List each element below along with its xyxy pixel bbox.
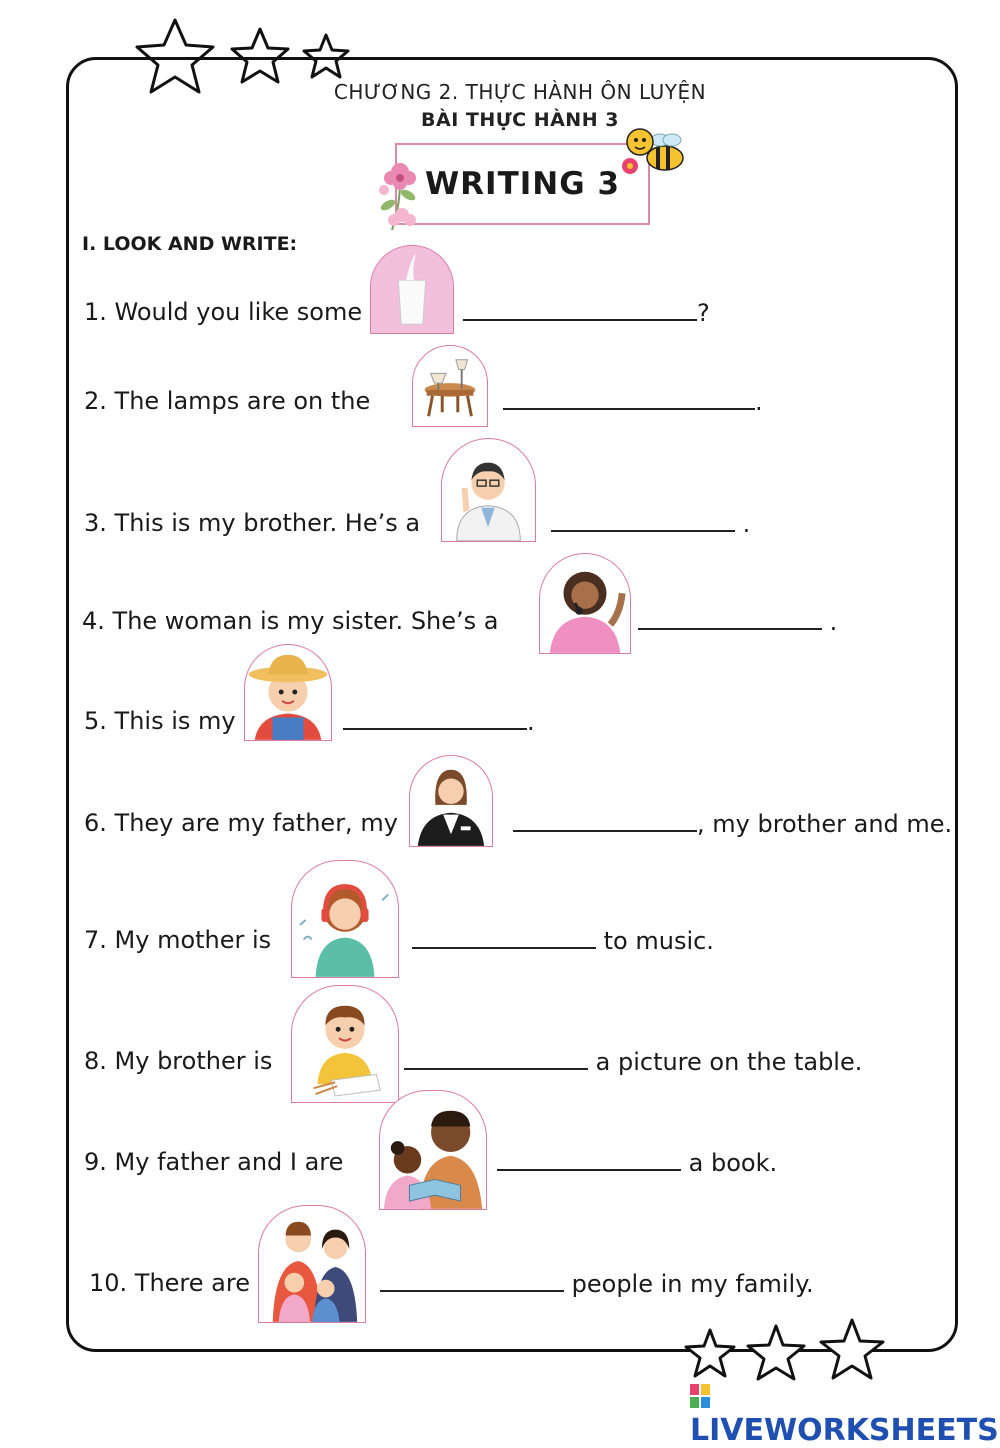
exercise-9 xyxy=(84,1147,343,1177)
exercise-5 xyxy=(84,706,236,736)
exercise-2-prompt: 2. The lamps are on the xyxy=(84,387,371,415)
picture-family xyxy=(258,1205,366,1323)
singer-icon xyxy=(540,554,630,653)
exercise-5-answer: . xyxy=(343,706,535,737)
exercise-10 xyxy=(89,1268,250,1298)
family-icon xyxy=(259,1206,365,1322)
answer-blank-2[interactable] xyxy=(503,386,755,410)
answer-blank-5[interactable] xyxy=(343,706,527,730)
exercise-3-answer: . xyxy=(551,508,750,539)
exercise-5-prompt: 5. This is my xyxy=(84,707,236,735)
section-heading: I. LOOK AND WRITE: xyxy=(82,233,298,255)
businesswoman-icon xyxy=(410,756,492,846)
picture-drawing xyxy=(291,985,399,1103)
answer-blank-7[interactable] xyxy=(412,925,596,949)
picture-reading xyxy=(379,1090,487,1210)
exercise-10-answer: people in my family. xyxy=(380,1268,814,1299)
answer-blank-6[interactable] xyxy=(513,808,697,832)
picture-milk xyxy=(370,245,454,334)
exercise-1 xyxy=(84,297,362,327)
bee-icon xyxy=(610,118,688,190)
exercise-1-prompt: 1. Would you like some xyxy=(84,298,363,326)
flower-decoration-icon xyxy=(372,150,444,235)
exercise-10-prompt: 10. There are xyxy=(89,1269,250,1297)
milk-glass-icon xyxy=(371,246,453,333)
farmer-boy-icon xyxy=(245,645,331,740)
picture-doctor xyxy=(441,438,536,542)
answer-blank-1[interactable] xyxy=(463,297,697,321)
exercise-4 xyxy=(82,606,499,636)
doctor-icon xyxy=(442,439,535,541)
woman-headphones-icon xyxy=(292,861,398,977)
picture-businesswoman xyxy=(409,755,493,847)
table-lamps-icon xyxy=(413,346,487,426)
answer-blank-4[interactable] xyxy=(638,606,822,630)
exercise-4-answer: . xyxy=(638,606,837,637)
exercise-6 xyxy=(84,808,398,838)
liveworksheets-logo xyxy=(690,1378,1000,1448)
exercise-7-prompt: 7. My mother is xyxy=(84,926,272,954)
picture-singer xyxy=(539,553,631,654)
exercise-8-prompt: 8. My brother is xyxy=(84,1047,273,1075)
exercise-9-prompt: 9. My father and I are xyxy=(84,1148,344,1176)
exercise-6-prompt: 6. They are my father, my xyxy=(84,809,398,837)
lesson-heading: BÀI THỰC HÀNH 3 xyxy=(421,109,619,131)
answer-blank-10[interactable] xyxy=(380,1268,564,1292)
father-child-reading-icon xyxy=(380,1091,486,1209)
exercise-3 xyxy=(84,508,420,538)
exercise-4-prompt: 4. The woman is my sister. She’s a xyxy=(82,607,499,635)
answer-blank-3[interactable] xyxy=(551,508,735,532)
exercise-2-answer: . xyxy=(503,386,763,417)
exercise-9-answer: a book. xyxy=(497,1147,777,1178)
title-text: WRITING 3 xyxy=(424,166,621,202)
exercise-8 xyxy=(84,1046,272,1076)
exercise-8-answer: a picture on the table. xyxy=(404,1046,862,1077)
picture-table xyxy=(412,345,488,427)
exercise-3-prompt: 3. This is my brother. He’s a xyxy=(84,509,421,537)
stars-bottom-decoration xyxy=(684,1316,904,1386)
exercise-1-answer: ? xyxy=(463,297,710,328)
picture-farmer xyxy=(244,644,332,741)
exercise-7 xyxy=(84,925,271,955)
liveworksheets-mark-icon xyxy=(690,1384,710,1408)
boy-drawing-icon xyxy=(292,986,398,1102)
answer-blank-9[interactable] xyxy=(497,1147,681,1171)
exercise-6-answer: , my brother and me. xyxy=(513,808,952,839)
chapter-heading: CHƯƠNG 2. THỰC HÀNH ÔN LUYỆN xyxy=(333,80,707,104)
exercise-7-answer: to music. xyxy=(412,925,714,956)
answer-blank-8[interactable] xyxy=(404,1046,588,1070)
logo-text: LIVEWORKSHEETS xyxy=(690,1413,999,1448)
picture-listening xyxy=(291,860,399,978)
exercise-2 xyxy=(84,386,370,416)
